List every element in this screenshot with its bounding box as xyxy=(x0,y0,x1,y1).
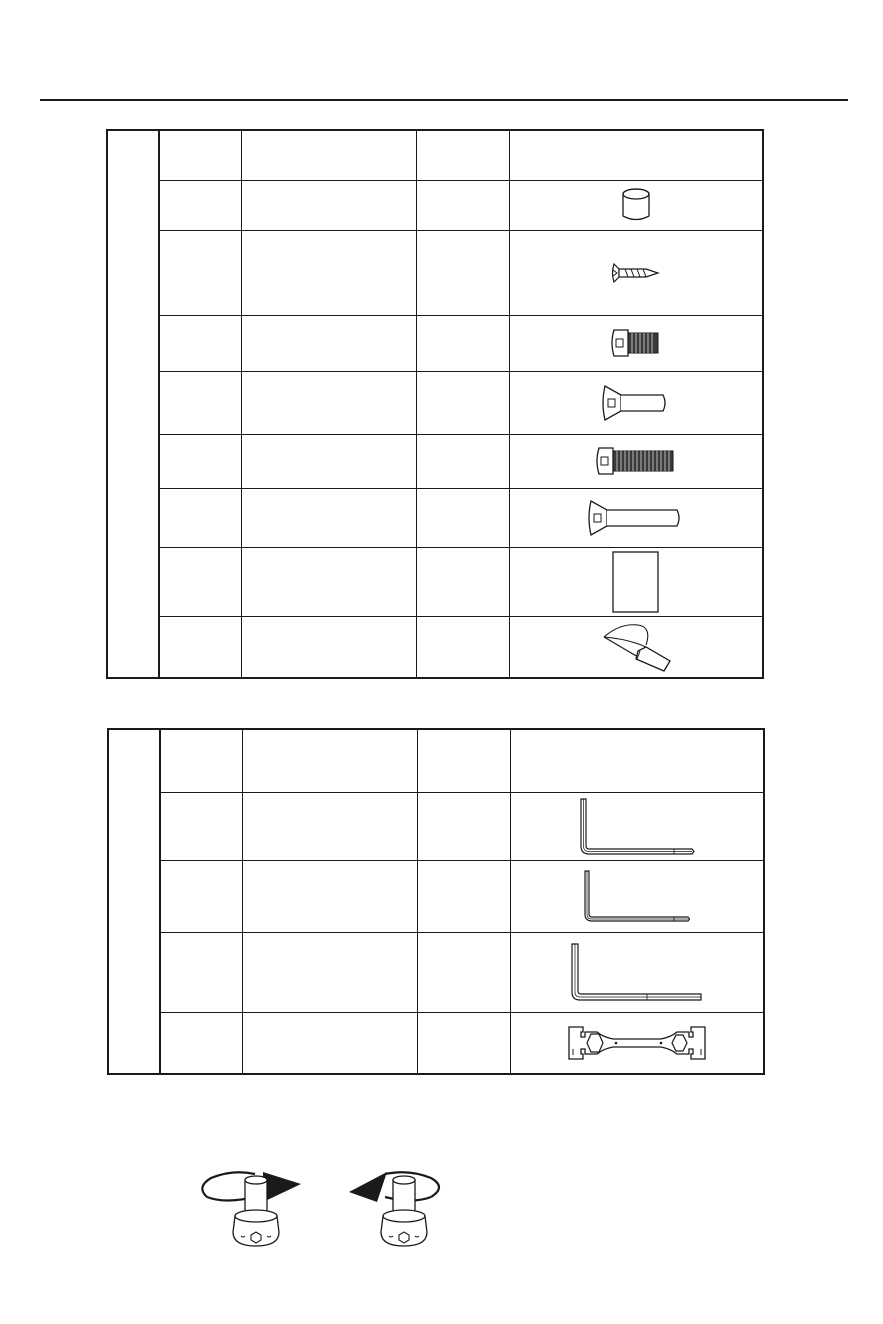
side-label-cell xyxy=(107,130,159,678)
table-cell xyxy=(160,1012,242,1074)
table-cell xyxy=(417,932,510,1012)
tools-table xyxy=(107,728,765,1075)
table-cell xyxy=(159,547,241,616)
table-cell xyxy=(417,792,510,860)
table-row xyxy=(107,616,763,678)
card-icon xyxy=(610,550,662,614)
self-tapping-screw-icon xyxy=(610,262,662,284)
allen-key-medium-icon xyxy=(578,796,696,856)
table-row xyxy=(107,180,763,230)
table-cell xyxy=(241,547,416,616)
table-cell xyxy=(160,860,242,932)
table-header-row xyxy=(108,729,764,792)
cable-tool-icon xyxy=(598,621,674,673)
clockwise-bolt-icon xyxy=(202,1172,301,1246)
table-cell xyxy=(159,616,241,678)
table-cell xyxy=(510,860,764,932)
table-row xyxy=(107,434,763,488)
allen-key-small-icon xyxy=(582,868,692,924)
allen-key-large-icon xyxy=(569,941,705,1003)
table-cell xyxy=(159,180,241,230)
table-cell xyxy=(416,180,509,230)
table-header-row xyxy=(107,130,763,180)
table-cell xyxy=(509,488,763,547)
rotation-figure xyxy=(195,1160,465,1260)
table-cell xyxy=(509,616,763,678)
table-cell xyxy=(416,547,509,616)
table-cell xyxy=(416,434,509,488)
table-cell xyxy=(416,488,509,547)
table-cell xyxy=(159,315,241,371)
table-cell xyxy=(417,860,510,932)
header-cell xyxy=(510,729,764,792)
table-cell xyxy=(510,792,764,860)
table-cell xyxy=(160,932,242,1012)
table-cell xyxy=(416,371,509,434)
table-row xyxy=(108,932,764,1012)
counterclockwise-bolt-icon xyxy=(349,1172,439,1246)
header-cell xyxy=(417,729,510,792)
button-head-bolt-short-icon xyxy=(608,326,664,360)
table-cell xyxy=(159,371,241,434)
flat-head-bolt-short-icon xyxy=(601,383,671,423)
table-cell xyxy=(241,180,416,230)
table-cell xyxy=(159,488,241,547)
table-cell xyxy=(241,616,416,678)
clockwise-arrow-icon xyxy=(263,1172,301,1202)
table-row xyxy=(107,488,763,547)
hardware-table xyxy=(106,129,764,679)
header-cell xyxy=(509,130,763,180)
table-cell xyxy=(159,434,241,488)
table-cell xyxy=(509,371,763,434)
table-cell xyxy=(242,860,417,932)
button-head-bolt-long-icon xyxy=(593,444,679,478)
table-cell xyxy=(417,1012,510,1074)
table-cell xyxy=(241,371,416,434)
table-cell xyxy=(416,230,509,315)
table-cell xyxy=(510,932,764,1012)
table-row xyxy=(107,230,763,315)
table-cell xyxy=(241,230,416,315)
table-cell xyxy=(242,932,417,1012)
table-cell xyxy=(241,488,416,547)
table-cell xyxy=(509,547,763,616)
header-cell xyxy=(160,729,242,792)
side-label-cell xyxy=(108,729,160,1074)
table-cell xyxy=(241,315,416,371)
header-cell xyxy=(242,729,417,792)
table-row xyxy=(108,860,764,932)
table-cell xyxy=(510,1012,764,1074)
table-cell xyxy=(509,180,763,230)
header-rule xyxy=(40,99,848,101)
table-cell xyxy=(509,315,763,371)
table-cell xyxy=(416,315,509,371)
plug-icon xyxy=(616,185,656,225)
header-cell xyxy=(241,130,416,180)
spanner-icon xyxy=(567,1023,707,1063)
table-cell xyxy=(242,792,417,860)
table-row xyxy=(107,371,763,434)
table-row xyxy=(107,547,763,616)
header-cell xyxy=(159,130,241,180)
table-row xyxy=(108,792,764,860)
table-cell xyxy=(509,434,763,488)
table-cell xyxy=(509,230,763,315)
table-cell xyxy=(160,792,242,860)
table-cell xyxy=(242,1012,417,1074)
table-row xyxy=(107,315,763,371)
flat-head-bolt-long-icon xyxy=(587,498,685,538)
counterclockwise-arrow-icon xyxy=(349,1172,387,1202)
table-cell xyxy=(159,230,241,315)
table-row xyxy=(108,1012,764,1074)
table-cell xyxy=(416,616,509,678)
table-cell xyxy=(241,434,416,488)
header-cell xyxy=(416,130,509,180)
